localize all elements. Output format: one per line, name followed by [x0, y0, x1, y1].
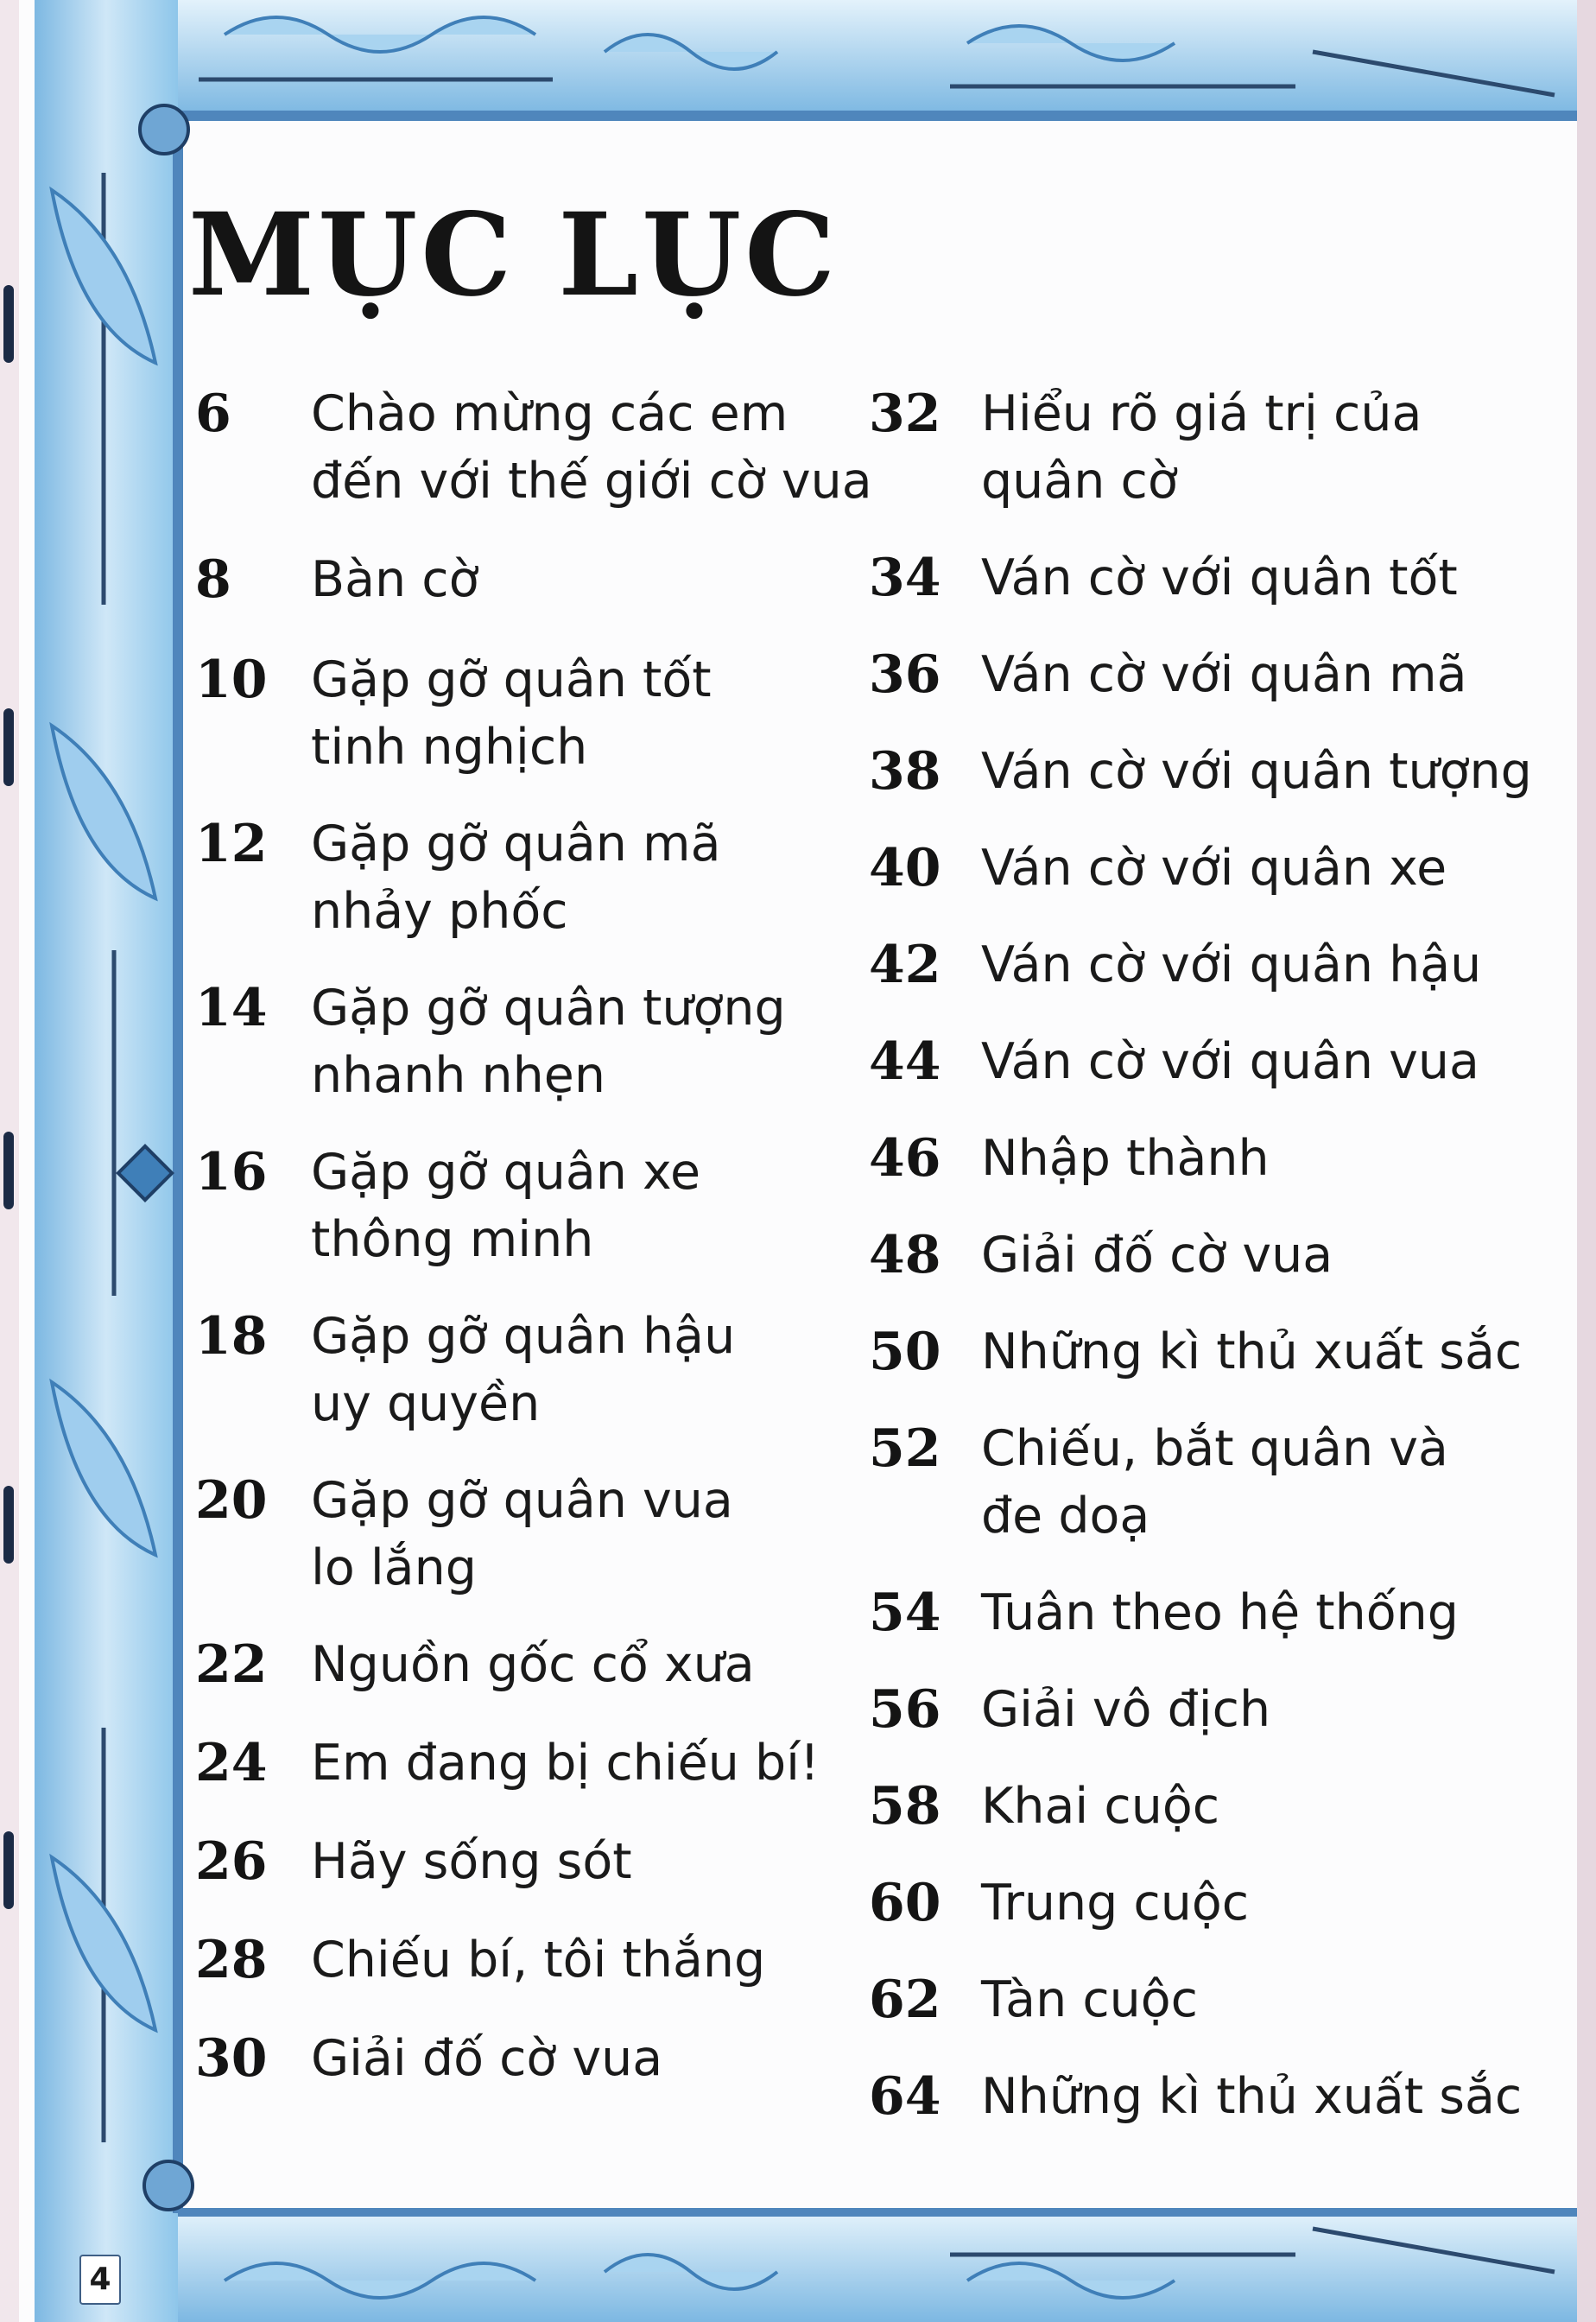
toc-page-number: 42	[869, 935, 941, 995]
toc-page-number: 44	[869, 1031, 941, 1092]
toc-entry-title: Hiểu rõ giá trị của quân cờ	[981, 385, 1422, 510]
toc-entry-title: Em đang bị chiếu bí!	[311, 1735, 820, 1792]
toc-page-number: 10	[195, 650, 268, 710]
toc-entry-title: Ván cờ với quân hậu	[981, 936, 1482, 993]
toc-page-number: 38	[869, 741, 941, 802]
toc-page-number: 26	[195, 1831, 268, 1892]
toc-entry-title: Hãy sống sót	[311, 1833, 632, 1890]
toc-entry-title: Gặp gỡ quân vua lo lắng	[311, 1472, 733, 1596]
toc-page-number: 14	[195, 978, 268, 1038]
toc-entry-title: Gặp gỡ quân mã nhảy phốc	[311, 815, 721, 940]
toc-entry-title: Ván cờ với quân tốt	[981, 549, 1458, 606]
toc-entry-title: Chiếu, bắt quân và đe doạ	[981, 1420, 1448, 1545]
toc-page-number: 34	[869, 548, 941, 608]
toc-entry-title: Ván cờ với quân tượng	[981, 743, 1532, 800]
toc-page-number: 58	[869, 1776, 941, 1837]
toc-entry-title: Giải đố cờ vua	[311, 2030, 663, 2087]
toc-page-number: 46	[869, 1128, 941, 1189]
toc-entry-title: Tàn cuộc	[981, 1971, 1199, 2028]
toc-entry-title: Tuân theo hệ thống	[981, 1584, 1459, 1641]
toc-entry-title: Trung cuộc	[981, 1875, 1250, 1932]
toc-entry-title: Ván cờ với quân mã	[981, 646, 1467, 703]
toc-page-number: 62	[869, 1970, 941, 2030]
toc-entry-title: Gặp gỡ quân xe thông minh	[311, 1144, 701, 1268]
toc-entry-title: Gặp gỡ quân tốt tinh nghịch	[311, 651, 712, 776]
toc-entry-title: Giải đố cờ vua	[981, 1227, 1333, 1284]
toc-page-number: 6	[195, 384, 231, 444]
toc-page-number: 54	[869, 1583, 941, 1643]
toc-page-number: 8	[195, 549, 231, 610]
toc-entry-title: Những kì thủ xuất sắc	[981, 2068, 1523, 2125]
toc-page-number: 28	[195, 1930, 268, 1990]
toc-page-number: 60	[869, 1873, 941, 1933]
toc-page-number: 40	[869, 838, 941, 898]
toc-left-column	[195, 380, 886, 2108]
toc-entry-title: Ván cờ với quân xe	[981, 840, 1447, 897]
toc-entry-title: Gặp gỡ quân hậu uy quyền	[311, 1308, 736, 1432]
page-title: MỤC LỤC	[188, 188, 839, 322]
toc-page-number: 18	[195, 1306, 268, 1367]
toc-page-number: 64	[869, 2066, 941, 2127]
toc-entry-title: Nguồn gốc cổ xưa	[311, 1636, 755, 1693]
toc-right-column	[869, 380, 1560, 2142]
toc-page-number: 56	[869, 1679, 941, 1740]
toc-page-number: 22	[195, 1634, 268, 1695]
toc-entry-title: Bàn cờ	[311, 551, 479, 608]
toc-page-number: 36	[869, 644, 941, 705]
toc-entry-title: Chào mừng các em đến với thế giới cờ vua	[311, 385, 872, 510]
toc-page-number: 16	[195, 1142, 268, 1202]
toc-entry-title: Ván cờ với quân vua	[981, 1033, 1479, 1090]
toc-entry-title: Khai cuộc	[981, 1778, 1220, 1835]
toc-page-number: 50	[869, 1322, 941, 1382]
toc-entry-title: Gặp gỡ quân tượng nhanh nhẹn	[311, 980, 786, 1104]
toc-entry-title: Những kì thủ xuất sắc	[981, 1323, 1523, 1380]
toc-page-number: 20	[195, 1470, 268, 1531]
toc-entry-title: Nhập thành	[981, 1130, 1270, 1187]
toc-entry-title: Giải vô địch	[981, 1681, 1271, 1738]
toc-page-number: 52	[869, 1418, 941, 1479]
toc-page-number: 24	[195, 1733, 268, 1793]
toc-page-number: 32	[869, 384, 941, 444]
toc-entry-title: Chiếu bí, tôi thắng	[311, 1932, 766, 1989]
toc-page-number: 48	[869, 1225, 941, 1285]
toc-page-number: 12	[195, 814, 268, 874]
page-number-badge: 4	[79, 2255, 121, 2305]
toc-page-number: 30	[195, 2028, 268, 2089]
